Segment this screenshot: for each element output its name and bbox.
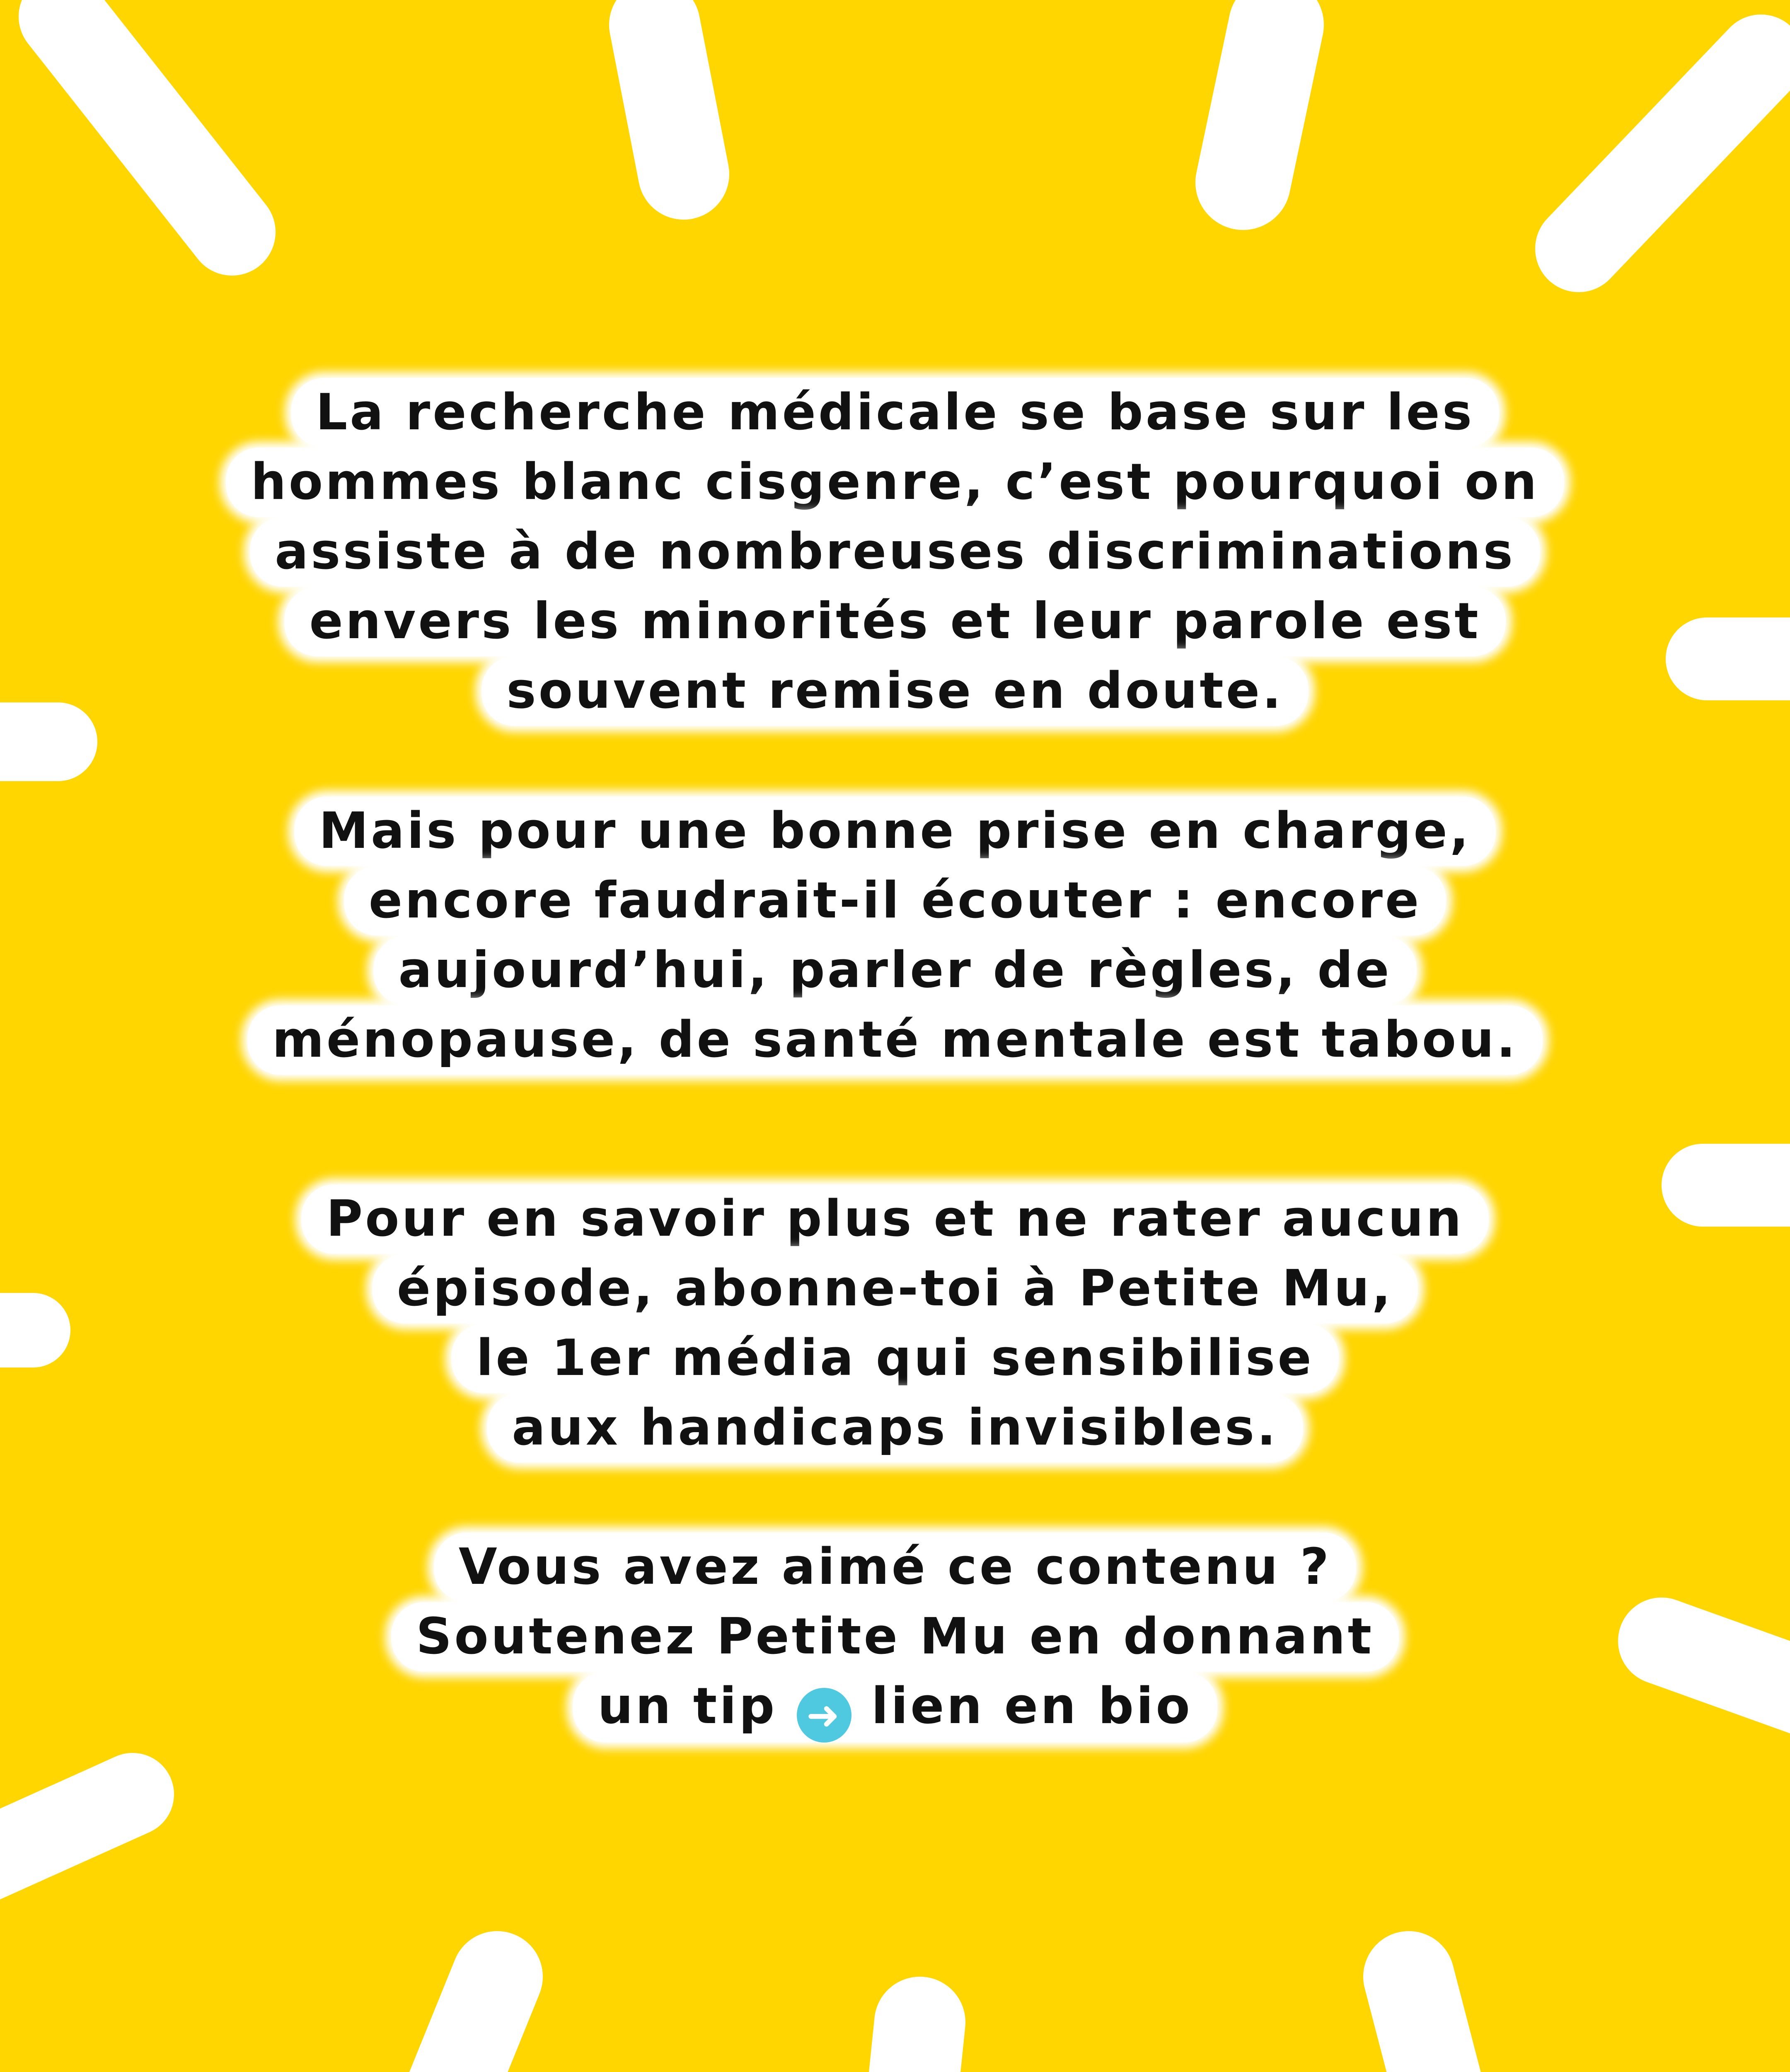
text-line: assiste à de nombreuses discriminations <box>250 517 1540 587</box>
text-line: épisode, abonne-toi à Petite Mu, <box>372 1254 1418 1324</box>
sun-ray <box>1579 58 1761 249</box>
text-line: Vous avez aimé ce contenu ? <box>434 1532 1356 1602</box>
text-line: aujourd’hui, parler de règles, de <box>373 936 1416 1005</box>
sun-ray <box>0 1794 133 1869</box>
text-line: envers les minorités et leur parole est <box>284 587 1505 656</box>
sun-ray <box>1243 25 1276 182</box>
text-line: le 1er média qui sensibilise <box>451 1324 1339 1393</box>
sun-ray <box>62 17 232 232</box>
text-line: souvent remise en doute. <box>481 656 1309 726</box>
sun-ray <box>1409 1977 1483 2072</box>
bio-link-text: lien en bio <box>871 1677 1193 1735</box>
text-line: ménopause, de santé mentale est tabou. <box>247 1005 1543 1075</box>
paragraph-support <box>0 1532 1790 1741</box>
tip-text: un tip <box>597 1677 777 1735</box>
text-line: La recherche médicale se base sur les <box>291 378 1499 448</box>
right-arrow-circle-icon: ➜ <box>797 1688 851 1743</box>
sun-ray <box>895 2022 920 2072</box>
text-line: Soutenez Petite Mu en donnant <box>391 1602 1399 1672</box>
text-line: Mais pour une bonne prise en charge, <box>294 796 1496 866</box>
tip-link-line <box>573 1672 1217 1743</box>
sun-ray <box>381 1977 497 2072</box>
text-line: Pour en savoir plus et ne rater aucun <box>301 1184 1489 1254</box>
text-line: encore faudrait-il écouter : encore <box>344 866 1447 936</box>
paragraph-taboo <box>0 796 1790 1075</box>
text-line: hommes blanc cisgenre, c’est pourquoi on <box>226 448 1564 517</box>
paragraph-subscribe <box>0 1184 1790 1463</box>
paragraph-medical-research <box>0 378 1790 726</box>
text-line: aux handicaps invisibles. <box>487 1393 1303 1463</box>
sun-ray <box>655 25 684 174</box>
